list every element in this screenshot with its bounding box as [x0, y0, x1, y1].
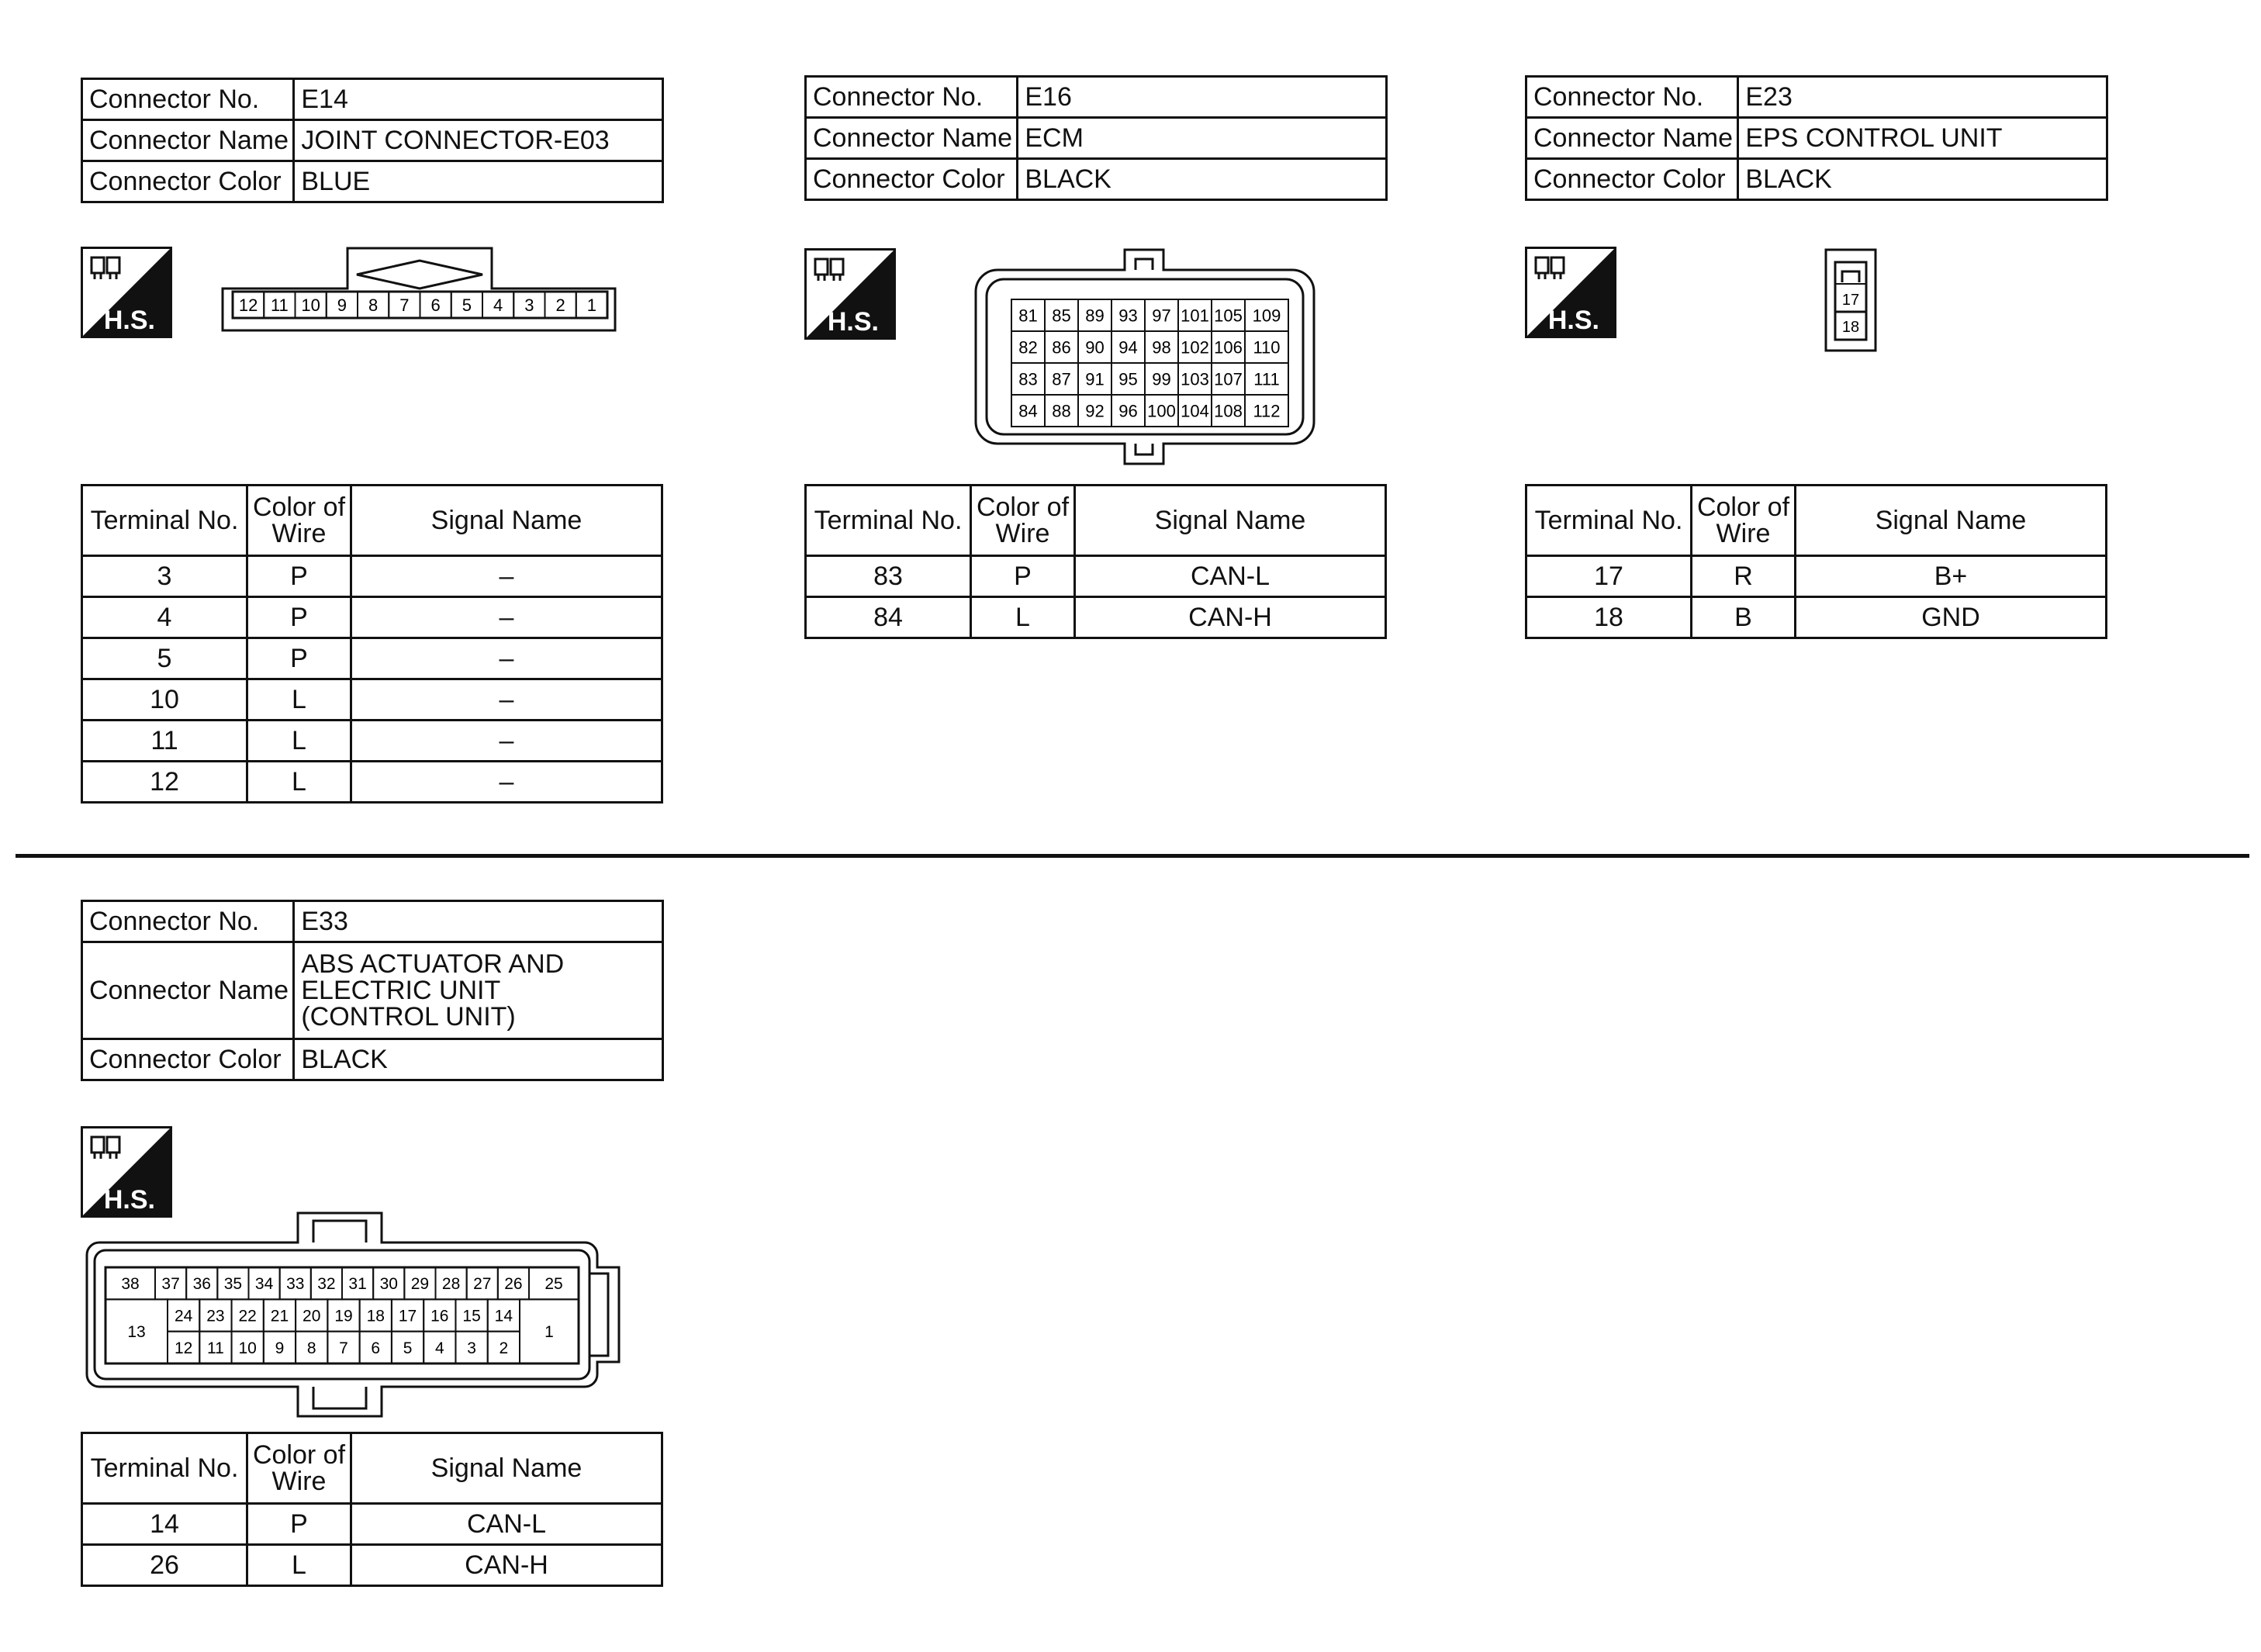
connector-face-e16 [974, 247, 1315, 467]
connector-name-value: JOINT CONNECTOR-E03 [294, 120, 663, 161]
pin-label: 18 [1841, 319, 1860, 336]
connector-no-value: E16 [1018, 77, 1387, 118]
pin-label: 13 [127, 1323, 146, 1342]
connector-color-label: Connector Color [1526, 159, 1738, 200]
pin-label: 1 [586, 295, 596, 315]
pin-label: 32 [317, 1275, 336, 1294]
pin-label: 30 [379, 1275, 398, 1294]
pin-label: 12 [238, 295, 258, 315]
pin-label: 5 [403, 1339, 413, 1357]
connector-info-table-e14 [81, 78, 664, 203]
pin-label: 89 [1085, 306, 1105, 326]
pin-label: 11 [270, 295, 289, 315]
connector-color-value: BLACK [1018, 159, 1387, 200]
pin-label: 9 [275, 1339, 285, 1357]
table-row: 83 P CAN-L [806, 556, 1386, 597]
pin-label: 8 [368, 295, 379, 315]
pin-label: 105 [1214, 306, 1243, 326]
pin-label: 10 [301, 295, 320, 315]
terminal-table-e14 [81, 484, 663, 804]
pin-label: 103 [1181, 369, 1209, 389]
pin-label: 22 [238, 1307, 257, 1325]
connector-no-value: E23 [1738, 77, 2107, 118]
table-row: 5 P – [82, 638, 662, 679]
pin-label: 12 [174, 1339, 193, 1357]
connector-name-value: EPS CONTROL UNIT [1738, 118, 2107, 159]
connector-no-value: E33 [294, 901, 663, 942]
svg-text:H.S.: H.S. [103, 1185, 155, 1215]
pin-label: 109 [1252, 306, 1281, 326]
pin-label: 7 [339, 1339, 348, 1357]
terminal-table-e16 [804, 484, 1387, 639]
connector-color-label: Connector Color [82, 1039, 294, 1080]
pin-label: 98 [1152, 337, 1171, 358]
table-row: 4 P – [82, 597, 662, 638]
pin-label: 28 [441, 1275, 461, 1294]
connector-no-value: E14 [294, 79, 663, 120]
pin-label: 24 [174, 1307, 193, 1325]
pin-label: 18 [366, 1307, 385, 1325]
pin-label: 82 [1018, 337, 1038, 358]
pin-label: 33 [286, 1275, 305, 1294]
pin-label: 85 [1052, 306, 1071, 326]
pin-label: 10 [238, 1339, 257, 1357]
connector-info-table-e23 [1525, 75, 2108, 201]
connector-info-table-e33 [81, 900, 664, 1081]
pin-label: 108 [1214, 401, 1243, 421]
table-row: 17 R B+ [1526, 556, 2107, 597]
connector-name-value: ECM [1018, 118, 1387, 159]
connector-color-value: BLUE [294, 161, 663, 202]
pin-label: 14 [494, 1307, 513, 1325]
wire-color-header: Color of Wire [247, 486, 351, 556]
pin-label: 3 [467, 1339, 476, 1357]
connector-color-value: BLACK [1738, 159, 2107, 200]
signal-name-header: Signal Name [1796, 486, 2107, 556]
pin-label: 5 [462, 295, 472, 315]
pin-label: 29 [410, 1275, 430, 1294]
pin-label: 9 [337, 295, 347, 315]
hs-badge-icon [804, 248, 896, 340]
pin-label: 93 [1118, 306, 1138, 326]
connector-name-label: Connector Name [806, 118, 1018, 159]
connector-name-label: Connector Name [82, 120, 294, 161]
wire-color-header: Color of Wire [1692, 486, 1796, 556]
pin-label: 106 [1214, 337, 1243, 358]
pin-label: 4 [434, 1339, 444, 1357]
pin-label: 2 [499, 1339, 509, 1357]
pin-label: 16 [430, 1307, 449, 1325]
pin-label: 95 [1118, 369, 1138, 389]
pin-label: 11 [207, 1339, 224, 1357]
pin-label: 83 [1018, 369, 1038, 389]
connector-no-label: Connector No. [806, 77, 1018, 118]
connector-name-label: Connector Name [1526, 118, 1738, 159]
pin-label: 31 [348, 1275, 367, 1294]
connector-face-e23 [1824, 248, 1879, 354]
table-row: 12 L – [82, 762, 662, 803]
pin-label: 84 [1018, 401, 1038, 421]
pin-label: 34 [254, 1275, 274, 1294]
pin-label: 6 [371, 1339, 381, 1357]
pin-label: 3 [524, 295, 534, 315]
pin-label: 20 [303, 1307, 321, 1325]
connector-name-value: ABS ACTUATOR AND ELECTRIC UNIT (CONTROL UNIT) [294, 942, 663, 1039]
pin-label: 81 [1018, 306, 1038, 326]
terminal-no-header: Terminal No. [806, 486, 971, 556]
connector-no-label: Connector No. [82, 901, 294, 942]
pin-label: 112 [1253, 401, 1281, 421]
table-row: 10 L – [82, 679, 662, 721]
pin-label: 102 [1181, 337, 1209, 358]
wire-color-header: Color of Wire [247, 1433, 351, 1504]
signal-name-header: Signal Name [351, 1433, 662, 1504]
table-row: 3 P – [82, 556, 662, 597]
pin-label: 35 [223, 1275, 243, 1294]
terminal-table-e23 [1525, 484, 2107, 639]
table-row: 26 L CAN-H [82, 1545, 662, 1586]
connector-color-value: BLACK [294, 1039, 663, 1080]
table-row: 14 P CAN-L [82, 1504, 662, 1545]
pin-label: 86 [1052, 337, 1071, 358]
pin-label: 26 [504, 1275, 523, 1294]
pin-label: 96 [1118, 401, 1138, 421]
table-row: 84 L CAN-H [806, 597, 1386, 638]
pin-label: 94 [1118, 337, 1138, 358]
table-row: 18 B GND [1526, 597, 2107, 638]
pin-label: 25 [545, 1275, 563, 1294]
pin-label: 6 [430, 295, 441, 315]
pin-label: 7 [399, 295, 410, 315]
signal-name-header: Signal Name [351, 486, 662, 556]
terminal-no-header: Terminal No. [82, 1433, 247, 1504]
pin-label: 8 [306, 1339, 316, 1357]
connector-color-label: Connector Color [82, 161, 294, 202]
section-divider [16, 854, 2249, 858]
svg-text:H.S.: H.S. [103, 306, 155, 335]
pin-label: 27 [473, 1275, 492, 1294]
pin-label: 90 [1085, 337, 1105, 358]
pin-label: 100 [1147, 401, 1176, 421]
pin-label: 23 [206, 1307, 225, 1325]
connector-color-label: Connector Color [806, 159, 1018, 200]
connector-info-table-e16 [804, 75, 1388, 201]
pin-label: 88 [1052, 401, 1071, 421]
pin-label: 107 [1214, 369, 1243, 389]
pin-label: 19 [334, 1307, 353, 1325]
svg-text:H.S.: H.S. [827, 307, 879, 337]
connector-no-label: Connector No. [82, 79, 294, 120]
terminal-no-header: Terminal No. [82, 486, 247, 556]
pin-label: 1 [545, 1323, 554, 1342]
connector-name-label: Connector Name [82, 942, 294, 1039]
svg-text:H.S.: H.S. [1547, 306, 1599, 335]
connector-face-e33 [81, 1210, 624, 1419]
connector-face-e14 [221, 247, 618, 332]
pin-label: 2 [555, 295, 565, 315]
pin-label: 15 [462, 1307, 481, 1325]
hs-badge-icon [81, 247, 172, 338]
pin-label: 91 [1085, 369, 1105, 389]
pin-label: 17 [1841, 292, 1860, 309]
pin-label: 21 [270, 1307, 289, 1325]
pin-label: 110 [1253, 337, 1281, 358]
pin-label: 92 [1085, 401, 1105, 421]
table-row: 11 L – [82, 721, 662, 762]
pin-label: 99 [1152, 369, 1171, 389]
pin-label: 111 [1253, 369, 1280, 389]
pin-label: 38 [121, 1275, 140, 1294]
terminal-table-e33 [81, 1432, 663, 1587]
hs-badge-icon [81, 1126, 172, 1218]
pin-label: 87 [1052, 369, 1071, 389]
wire-color-header: Color of Wire [971, 486, 1075, 556]
pin-label: 4 [493, 295, 503, 315]
hs-badge-icon [1525, 247, 1616, 338]
signal-name-header: Signal Name [1075, 486, 1386, 556]
pin-label: 101 [1181, 306, 1209, 326]
connector-no-label: Connector No. [1526, 77, 1738, 118]
pin-label: 36 [192, 1275, 211, 1294]
pin-label: 37 [161, 1275, 180, 1294]
pin-label: 104 [1181, 401, 1209, 421]
terminal-no-header: Terminal No. [1526, 486, 1692, 556]
pin-label: 97 [1152, 306, 1171, 326]
pin-label: 17 [398, 1307, 417, 1325]
